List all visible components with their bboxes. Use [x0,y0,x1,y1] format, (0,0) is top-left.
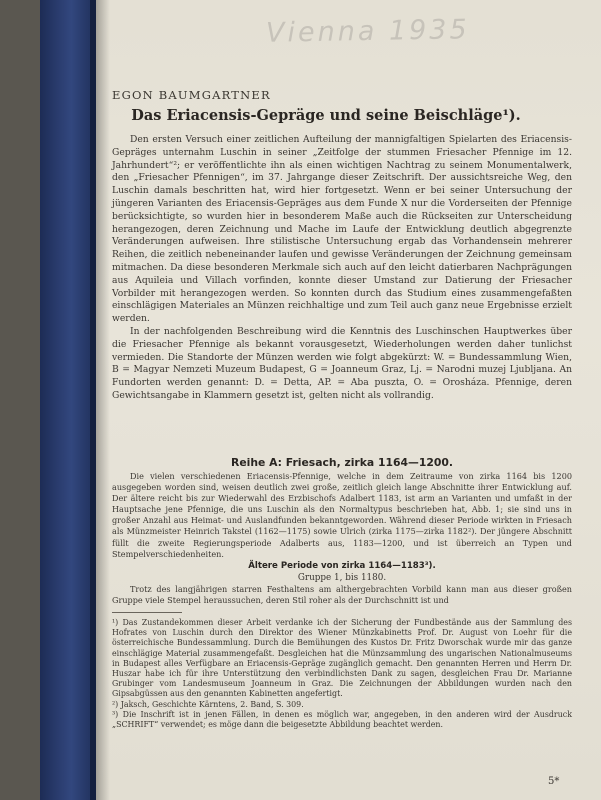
footnotes [112,618,572,730]
blue-book-spine [40,0,92,800]
section-a-text [112,471,572,560]
book-binding-edge [0,0,40,800]
section-a-paragraph: Die vielen verschiedenen Eriacensis-Pfennige, welche in dem Zeitraume von zirka 1164 bis 1200 ausgegeben worden sind, weisen deutlich zwei große, zeitlich gleich lange Abschnitte ihrer Entwicklung auf. Der ältere reicht bis zur Wiederwahl des Erzbischofs Adalbert 1183, ist arm an Varianten und umfaßt in der Hauptsache jene Pfennige, die uns Luschin als den Normaltypus beschrieben hat, Abb. 1; sie sind uns in großer Anzahl aus Heimat- und Auslandfunden bekanntgeworden. Während dieser Periode wirkten in Friesach als Münzmeister Heinrich Takstel (1162—1175) sowie Ulrich (zirka 1175—zirka 1182²). Der jüngere Abschnitt füllt die zweite Regierungsperiode Adalberts aus, 1183—1200, und ist überreich an Typen und Stempelverschiedenheiten. [112,471,572,559]
footnote-1: ¹) Das Zustandekommen dieser Arbeit verdanke ich der Sicherung der Fundbestände aus der Sammlung des Hofrates von Luschin durch den Direktor des Wiener Münzkabinetts Prof. Dr. August von Loehr für die österreichische Bundessammlung. Durch die Bemühungen des Kustos Dr. Fritz Dworschak wurde mir das ganze einschlägige Material zusammengefaßt. Desgleichen hat die Münzsammlung des ungarischen Nationalmuseums in Budapest alles Verfügbare an Eriacensis-Gepräge zugänglich gemacht. Den genannten Herren und Herrn Dr. Huszar habe ich für ihre Unterstützung den verbindlichsten Dank zu sagen, desgleichen Frau Dr. Marianne Grubinger vom Landesmuseum Joanneum in Graz. Die Zeichnungen der Abbildungen wurden nach den Gipsabgüssen aus den genannten Kabinetten angefertigt. [112,618,572,699]
intro-text [112,134,572,403]
footnote-2: ²) Jaksch, Geschichte Kärntens, 2. Band, S. 309. [112,699,304,709]
document-page [96,0,601,800]
footnote-3: ³) Die Inschrift ist in jenen Fällen, in denen es möglich war, angegeben, in den anderen wird der Ausdruck „SCHRIFT“ verwendet; es möge dann die beigesetzte Abbildung beachtet werden. [112,709,572,730]
group-text [112,584,572,606]
author-name: EGON BAUMGARTNER [112,88,271,102]
paragraph-1: Den ersten Versuch einer zeitlichen Aufteilung der mannigfaltigen Spielarten des Eriacensis-Gepräges unternahm Luschin in seiner „Zeitfolge der stummen Friesacher Pfennige im 12. Jahrhundert“²; er veröffentlichte ihn als einen wichtigen Nachtrag zu seinem Monumentalwerk, den „Friesacher Pfennigen“, im 37. Jahrgange dieser Zeitschrift. Der aussichtsreiche Weg, den Luschin damals beschritten hat, wird hier fortgesetzt. Wenn er bei seiner Untersuchung der jüngeren Varianten des Eriacensis-Gepräges aus dem Funde X nur die Vorderseiten der Pfennige berücksichtigte, so wurden hier in besonderem Maße auch die Rückseiten zur Unterscheidung herangezogen, deren Zeichnung und Mache im Laufe der Entwicklung deutlich abgegrenzte Veränderungen aufweisen. Ihre stilistische Untersuchung ergab das Vorhandensein mehrerer Reihen, die zeitlich nebeneinander laufen und gewisse Veränderungen der Zeichnung gemeinsam mitmachen. Da diese besonderen Merkmale sich auch auf den leicht datierbaren Nachprägungen aus Aquileia und Villach vorfinden, konnte dieser Umstand zur Datierung der Friesacher Vorbilder mit herangezogen werden. So konnten durch das Studium eines zusammengefaßten einschlägigen Materiales an Münzen reichhaltige und zum Teil auch ganz neue Ergebnisse erzielt werden. [112,134,572,325]
group-heading: Gruppe 1, bis 1180. [297,573,387,583]
handwritten-annotation: Vienna 1935 [265,14,470,49]
group-paragraph: Trotz des langjährigen starren Festhaltens am althergebrachten Vorbild kann man aus dieser großen Gruppe viele Stempel heraussuchen, deren Stil roher als der Durchschnitt ist und [112,584,572,606]
footnote-divider [112,612,182,613]
page-number: 5* [548,776,560,787]
paragraph-2: In der nachfolgenden Beschreibung wird die Kenntnis des Luschinschen Hauptwerkes über die Friesacher Pfennige als bekannt vorausgesetzt, Wiederholungen werden daher tunlichst vermieden. Die Standorte der Münzen werden wie folgt abgekürzt: W. = Bundessammlung Wien, B = Magyar Nemzeti Muzeum Budapest, G = Joanneum Graz, Lj. = Narodni muzej Ljubljana. An Fundorten werden genannt: D. = Detta, AP. = Aba puszta, O. = Orosháza. Pfennige, deren Gewichtsangabe in Klammern gesetzt ist, gelten nicht als vollrandig. [112,325,572,401]
article-title: Das Eriacensis-Gepräge und seine Beischläge¹). [131,107,521,124]
section-heading-reihe-a: Reihe A: Friesach, zirka 1164—1200. [231,456,453,469]
subheading-aeltere-periode: Ältere Periode von zirka 1164—1183³). [248,561,436,571]
